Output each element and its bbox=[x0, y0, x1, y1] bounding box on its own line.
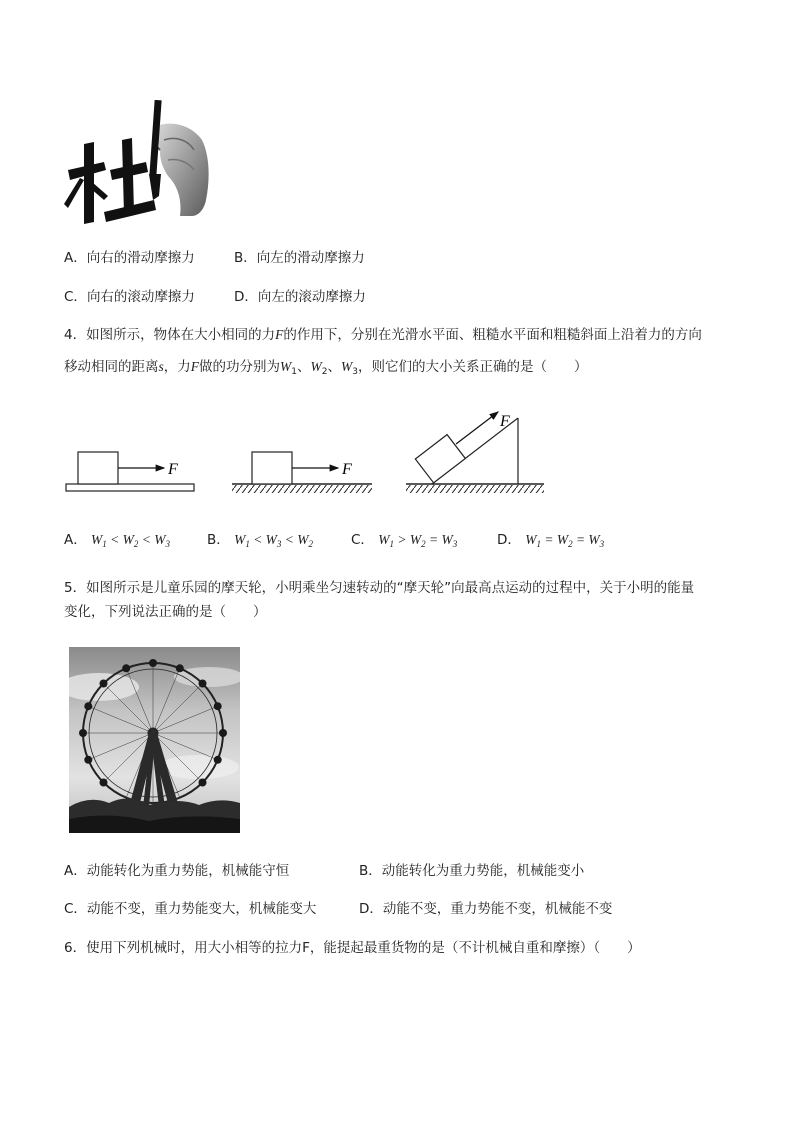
option-letter: D． bbox=[497, 532, 521, 548]
q4-option-b[interactable] bbox=[207, 530, 313, 554]
work-symbol: W bbox=[340, 359, 353, 374]
option-text: 动能转化为重力势能，机械能守恒 bbox=[86, 863, 290, 879]
option-letter: D． bbox=[359, 901, 383, 917]
option-letter: C． bbox=[64, 901, 87, 917]
q3-option-b[interactable] bbox=[234, 248, 365, 268]
q4-option-d[interactable] bbox=[497, 530, 604, 554]
calligraphy-brush-image bbox=[64, 100, 210, 226]
option-formula: $W_1 > W_2 = W_3$ bbox=[378, 532, 458, 549]
option-text: 向右的滑动摩擦力 bbox=[86, 250, 195, 266]
q5-stem-line2: 变化，下列说法正确的是（ ） bbox=[64, 604, 267, 620]
option-letter: A． bbox=[64, 532, 87, 548]
distance-symbol: s bbox=[158, 359, 164, 374]
separator: 、 bbox=[327, 359, 341, 375]
option-text: 向左的滚动摩擦力 bbox=[257, 289, 366, 305]
separator: 、 bbox=[297, 359, 311, 375]
option-text: 向左的滑动摩擦力 bbox=[256, 250, 365, 266]
option-letter: A． bbox=[64, 863, 87, 879]
stem-text: 4．如图所示，物体在大小相同的力 bbox=[64, 327, 276, 343]
force-label: F bbox=[342, 461, 352, 478]
option-letter: D． bbox=[234, 289, 258, 305]
stem-text: ，力 bbox=[163, 359, 191, 375]
smooth-surface-setup bbox=[66, 452, 194, 491]
option-text: 动能不变，重力势能不变，机械能不变 bbox=[382, 901, 613, 917]
stem-text: 移动相同的距离 bbox=[64, 359, 159, 375]
option-letter: C． bbox=[64, 289, 87, 305]
q4-option-c[interactable] bbox=[351, 530, 457, 554]
option-letter: B． bbox=[359, 863, 382, 879]
rough-surface-setup bbox=[232, 452, 372, 493]
q3-option-d[interactable] bbox=[234, 287, 366, 307]
subscript: 1 bbox=[291, 367, 297, 377]
option-text: 动能不变，重力势能变大，机械能变大 bbox=[86, 901, 317, 917]
force-label: F bbox=[500, 413, 510, 430]
ferris-wheel-image bbox=[69, 647, 240, 833]
stem-text: ，则它们的大小关系正确的是（ ） bbox=[357, 359, 588, 375]
q4-stem-line2 bbox=[64, 357, 587, 382]
option-letter: B． bbox=[207, 532, 230, 548]
option-formula: $W_1 < W_2 < W_3$ bbox=[91, 532, 171, 549]
q3-option-a[interactable] bbox=[64, 248, 195, 268]
option-text: 动能转化为重力势能，机械能变小 bbox=[381, 863, 585, 879]
force-label: F bbox=[168, 461, 178, 478]
q4-stem-line1 bbox=[64, 325, 702, 345]
q5-option-d[interactable] bbox=[359, 899, 612, 919]
stem-text: 的作用下，分别在光滑水平面、粗糙水平面和粗糙斜面上沿着力的方向 bbox=[283, 327, 702, 343]
option-formula: $W_1 = W_2 = W_3$ bbox=[525, 532, 605, 549]
work-symbol: W bbox=[310, 359, 322, 374]
force-symbol: F bbox=[190, 359, 200, 374]
q4-force-diagram bbox=[60, 408, 560, 498]
q5-stem-line1: 5．如图所示是儿童乐园的摩天轮，小明乘坐匀速转动的“摩天轮”向最高点运动的过程中，关于小明的能量 bbox=[64, 580, 695, 596]
q6-stem: 6．使用下列机械时，用大小相等的拉力F，能提起最重货物的是（不计机械自重和摩擦）（ ） bbox=[64, 940, 641, 956]
option-letter: B． bbox=[234, 250, 257, 266]
subscript: 2 bbox=[321, 367, 328, 377]
option-letter: C． bbox=[351, 532, 374, 548]
work-symbol: W bbox=[280, 359, 292, 374]
q4-option-a[interactable] bbox=[64, 530, 170, 554]
force-symbol: F bbox=[275, 327, 284, 342]
q5-option-a[interactable] bbox=[64, 861, 289, 881]
incline-setup bbox=[406, 412, 544, 493]
option-formula: $W_1 < W_3 < W_2$ bbox=[234, 532, 314, 549]
subscript: 3 bbox=[352, 367, 358, 377]
q5-option-b[interactable] bbox=[359, 861, 584, 881]
q5-option-c[interactable] bbox=[64, 899, 316, 919]
option-text: 向右的滚动摩擦力 bbox=[86, 289, 195, 305]
stem-text: 做的功分别为 bbox=[199, 359, 281, 375]
q3-option-c[interactable] bbox=[64, 287, 195, 307]
option-letter: A． bbox=[64, 250, 87, 266]
